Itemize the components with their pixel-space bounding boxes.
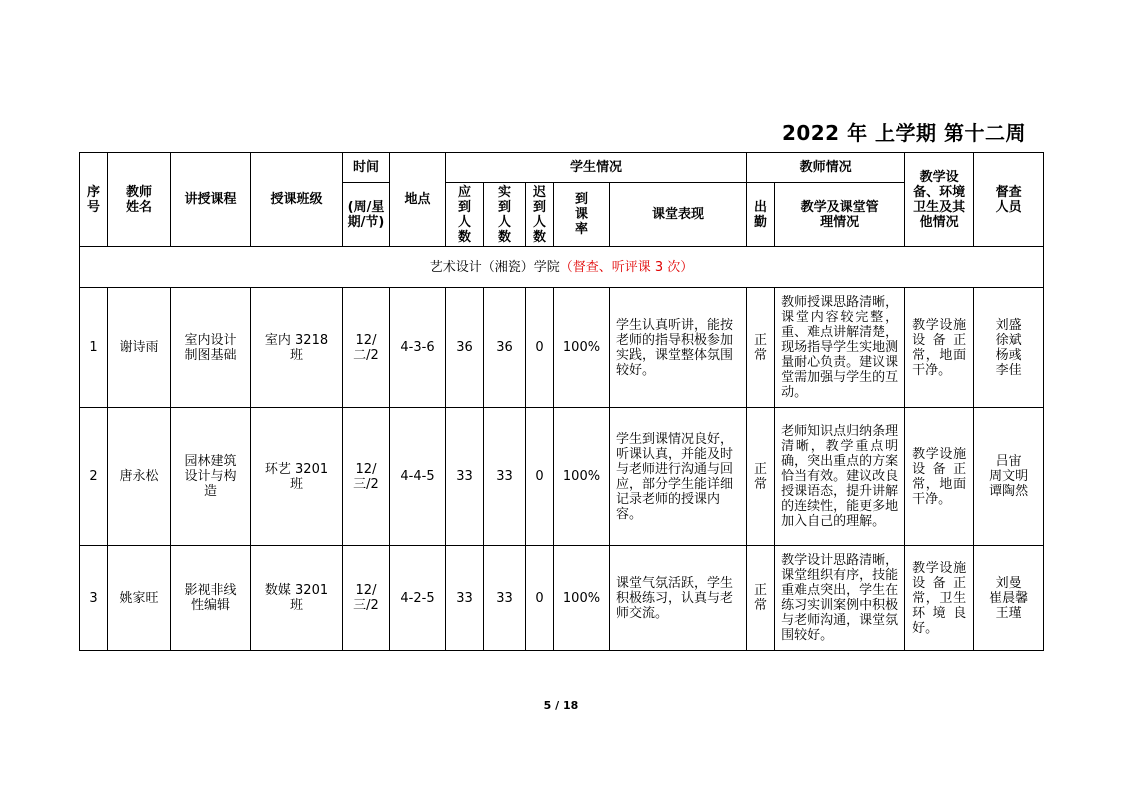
header-class: 授课班级 [251, 153, 343, 247]
supervisor-name: 周文明 [989, 469, 1029, 484]
row-facilities: 教学设施设备正常，卫生环境良好。 [905, 546, 974, 651]
row-class: 数媒 3201 班 [251, 546, 343, 651]
header-teacher-name: 教师姓名 [108, 153, 171, 247]
row-management: 教师授课思路清晰，课堂内容较完整，重、难点讲解清楚，现场指导学生实地测量耐心负责。建议课堂需加强与学生的互动。 [775, 288, 905, 408]
header-expected: 应到人数 [446, 183, 484, 247]
section-name: 艺术设计（湘瓷）学院 [429, 259, 560, 275]
supervisor-name: 刘盛 [995, 317, 1022, 333]
header-supervisors: 督查人员 [974, 153, 1044, 247]
row-supervisors [974, 288, 1044, 408]
row-performance: 学生到课情况良好，听课认真，并能及时与老师进行沟通与回应，部分学生能详细记录老师的授课内容。 [610, 408, 747, 546]
supervisor-name: 杨彧 [995, 347, 1022, 363]
header-place: 地点 [390, 153, 446, 247]
section-heading [80, 247, 1044, 288]
row-actual: 36 [484, 288, 526, 408]
row-late: 0 [526, 546, 554, 651]
supervisor-name: 吕宙 [995, 454, 1022, 469]
row-course: 影视非线性编辑 [171, 546, 251, 651]
row-expected: 33 [446, 546, 484, 651]
row-time: 12/三/2 [343, 546, 390, 651]
row-facilities: 教学设施设备正常，地面干净。 [905, 408, 974, 546]
table-row [80, 288, 1044, 408]
header-student-group: 学生情况 [446, 153, 747, 183]
row-attendance: 正常 [747, 408, 775, 546]
row-class: 环艺 3201 班 [251, 408, 343, 546]
row-time: 12/三/2 [343, 408, 390, 546]
header-seq: 序号 [80, 153, 108, 247]
report-title: 2022 年 上学期 第十二周 [781, 121, 1026, 145]
row-seq: 3 [80, 546, 108, 651]
page-number: 5 / 18 [543, 699, 579, 712]
header-management: 教学及课堂管理情况 [775, 183, 905, 247]
row-class: 室内 3218 班 [251, 288, 343, 408]
supervisor-name: 徐斌 [995, 332, 1022, 348]
row-supervisors [974, 546, 1044, 651]
row-rate: 100% [554, 546, 610, 651]
row-attendance: 正常 [747, 546, 775, 651]
row-course: 园林建筑设计与构造 [171, 408, 251, 546]
header-performance: 课堂表现 [610, 183, 747, 247]
row-seq: 1 [80, 288, 108, 408]
header-time-top: 时间 [343, 153, 390, 183]
inspection-table [79, 152, 1044, 651]
row-teacher: 唐永松 [108, 408, 171, 546]
supervisor-name: 刘曼 [995, 575, 1022, 591]
header-course: 讲授课程 [171, 153, 251, 247]
row-management: 教学设计思路清晰，课堂组织有序，技能重难点突出，学生在练习实训案例中积极与老师沟通，课堂氛围较好。 [775, 546, 905, 651]
header-attendance: 出勤 [747, 183, 775, 247]
row-actual: 33 [484, 546, 526, 651]
row-expected: 36 [446, 288, 484, 408]
row-place: 4-2-5 [390, 546, 446, 651]
row-rate: 100% [554, 288, 610, 408]
section-row [80, 247, 1044, 288]
table-row [80, 546, 1044, 651]
supervisor-name: 谭陶然 [989, 484, 1029, 499]
row-place: 4-3-6 [390, 288, 446, 408]
row-late: 0 [526, 288, 554, 408]
table-row [80, 408, 1044, 546]
row-supervisors [974, 408, 1044, 546]
row-course: 室内设计制图基础 [171, 288, 251, 408]
row-seq: 2 [80, 408, 108, 546]
supervisor-name: 王瑾 [995, 605, 1022, 621]
row-expected: 33 [446, 408, 484, 546]
row-performance: 学生认真听讲，能按老师的指导积极参加实践，课堂整体氛围较好。 [610, 288, 747, 408]
row-place: 4-4-5 [390, 408, 446, 546]
supervisor-name: 崔晨馨 [989, 590, 1029, 606]
row-late: 0 [526, 408, 554, 546]
row-performance: 课堂气氛活跃，学生积极练习，认真与老师交流。 [610, 546, 747, 651]
header-actual: 实到人数 [484, 183, 526, 247]
row-attendance: 正常 [747, 288, 775, 408]
section-note: （督查、听评课 3 次） [559, 259, 694, 275]
supervisor-name: 李佳 [995, 362, 1022, 378]
header-facilities: 教学设备、环境卫生及其他情况 [905, 153, 974, 247]
row-teacher: 谢诗雨 [108, 288, 171, 408]
header-time-bottom: (周/星期/节) [343, 183, 390, 247]
row-management: 老师知识点归纳条理清晰，教学重点明确，突出重点的方案恰当有效。建议改良授课语态，提升讲解的连续性，能更多地加入自己的理解。 [775, 408, 905, 546]
header-late: 迟到人数 [526, 183, 554, 247]
row-facilities: 教学设施设备正常，地面干净。 [905, 288, 974, 408]
row-rate: 100% [554, 408, 610, 546]
header-teacher-group: 教师情况 [747, 153, 905, 183]
row-actual: 33 [484, 408, 526, 546]
header-rate: 到课率 [554, 183, 610, 247]
row-time: 12/二/2 [343, 288, 390, 408]
row-teacher: 姚家旺 [108, 546, 171, 651]
